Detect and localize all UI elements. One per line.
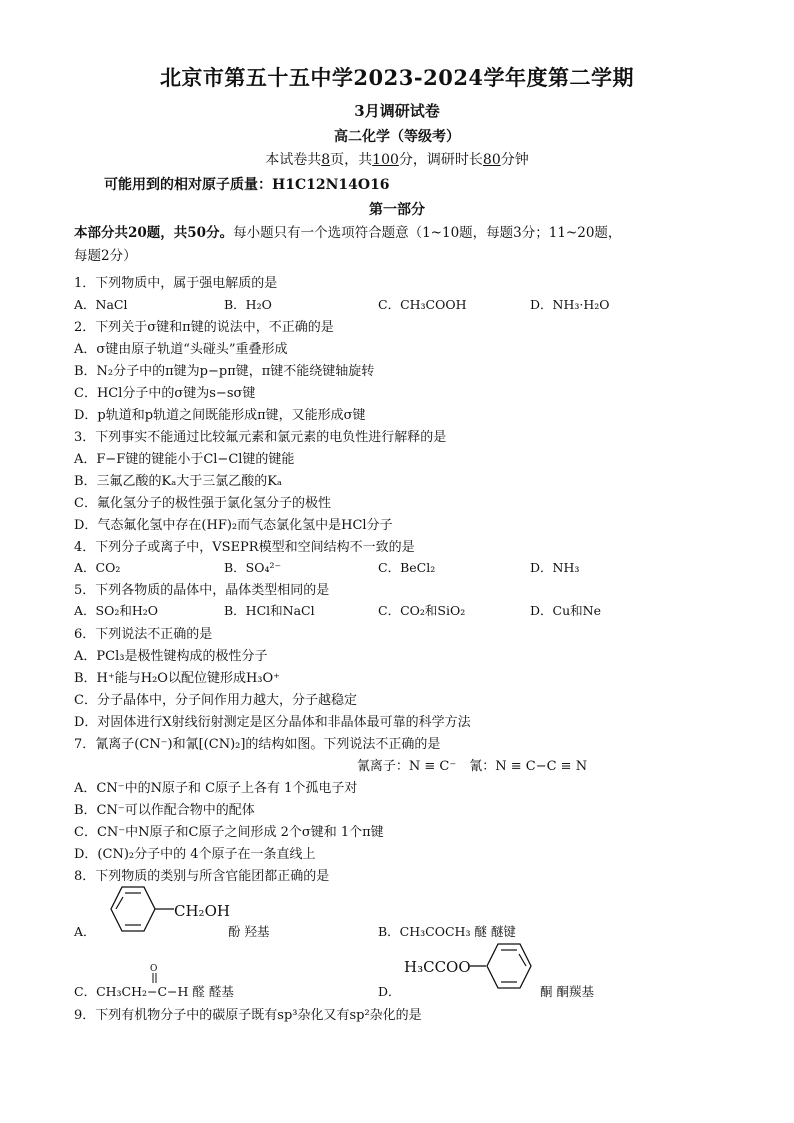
q8-option-b[interactable]: B．CH₃COCH₃ 醚 醚键 bbox=[378, 924, 516, 939]
q7-stem: 7．氰离子(CN⁻)和氰[(CN)₂]的结构如图。下列说法不正确的是 bbox=[74, 737, 441, 752]
q4-option-c[interactable]: C．BeCl₂ bbox=[378, 560, 436, 575]
q3-option-d[interactable]: D．气态氟化氢中存在(HF)₂而气态氯化氢中是HCl分子 bbox=[74, 518, 393, 533]
q9-stem: 9．下列有机物分子中的碳原子既有sp³杂化又有sp²杂化的是 bbox=[74, 1008, 422, 1023]
q3-option-a[interactable]: A．F−F键的键能小于Cl−Cl键的键能 bbox=[74, 452, 295, 467]
q5-stem: 5．下列各物质的晶体中，晶体类型相同的是 bbox=[74, 583, 330, 598]
q5-option-c[interactable]: C．CO₂和SiO₂ bbox=[378, 603, 466, 618]
q2-option-b[interactable]: B．N₂分子中的π键为p−pπ键，π键不能绕键轴旋转 bbox=[74, 364, 375, 379]
q5-option-a[interactable]: A．SO₂和H₂O bbox=[74, 603, 159, 618]
part-intro: 本部分共20题，共50分。每小题只有一个选项符合题意（1~10题，每题3分；11~20题， 每题2分） bbox=[74, 225, 622, 264]
q6-stem: 6．下列说法不正确的是 bbox=[74, 627, 213, 642]
q2-option-a[interactable]: A．σ键由原子轨道“头碰头”重叠形成 bbox=[74, 342, 288, 357]
exam-name: 3月调研试卷 bbox=[354, 102, 440, 120]
part-title: 第一部分 bbox=[369, 202, 425, 218]
q6-option-d[interactable]: D．对固体进行X射线衍射测定是区分晶体和非晶体最可靠的科学方法 bbox=[74, 715, 471, 730]
q2-option-c[interactable]: C．HCl分子中的σ键为s−sσ键 bbox=[74, 386, 256, 401]
q7-structure: 氰离子：N ≡ C⁻ 氰：N ≡ C−C ≡ N bbox=[356, 759, 588, 774]
q5-option-d[interactable]: D．Cu和Ne bbox=[530, 603, 601, 618]
q1-option-d[interactable]: D．NH₃·H₂O bbox=[530, 297, 610, 312]
q6-option-c[interactable]: C．分子晶体中，分子间作用力越大，分子越稳定 bbox=[74, 693, 357, 708]
school-title: 北京市第五十五中学2023-2024学年度第二学期 bbox=[159, 65, 635, 90]
q3-option-c[interactable]: C．氟化氢分子的极性强于氯化氢分子的极性 bbox=[74, 496, 331, 511]
total-score: 100 bbox=[372, 152, 399, 168]
q3-option-b[interactable]: B．三氟乙酸的Kₐ大于三氯乙酸的Kₐ bbox=[74, 474, 283, 489]
q1-stem: 1．下列物质中，属于强电解质的是 bbox=[74, 276, 278, 291]
subject: 高二化学（等级考） bbox=[334, 129, 460, 145]
q8-option-d[interactable]: D． bbox=[378, 984, 401, 999]
q7-option-d[interactable]: D．(CN)₂分子中的 4个原子在一条直线上 bbox=[74, 847, 316, 862]
exam-info: 本试卷共8页，共100分，调研时长80分钟 bbox=[265, 152, 529, 168]
q8-d-group: H₃CCOO bbox=[404, 958, 471, 976]
q5-option-b[interactable]: B．HCl和NaCl bbox=[224, 603, 315, 618]
q1-option-a[interactable]: A．NaCl bbox=[74, 297, 128, 312]
phenyl-ring-icon bbox=[470, 942, 550, 994]
q4-option-d[interactable]: D．NH₃ bbox=[530, 560, 580, 575]
q8-option-c[interactable]: C．CH₃CH₂−C−H 醛 醛基 bbox=[74, 984, 234, 999]
q6-option-a[interactable]: A．PCl₃是极性键构成的极性分子 bbox=[74, 649, 268, 664]
q8-a-group: CH₂OH bbox=[174, 902, 230, 920]
atomic-mass: 可能用到的相对原子质量：H1C12N14O16 bbox=[104, 177, 390, 193]
q3-stem: 3．下列事实不能通过比较氟元素和氯元素的电负性进行解释的是 bbox=[74, 430, 447, 445]
q2-option-d[interactable]: D．p轨道和p轨道之间既能形成π键，又能形成σ键 bbox=[74, 408, 366, 423]
q8-c-oxygen: O bbox=[150, 964, 158, 974]
q7-option-a[interactable]: A．CN⁻中的N原子和 C原子上各有 1个孤电子对 bbox=[74, 781, 358, 796]
page-count: 8 bbox=[321, 152, 331, 168]
q8-stem: 8．下列物质的类别与所含官能团都正确的是 bbox=[74, 869, 330, 884]
q7-option-b[interactable]: B．CN⁻可以作配合物中的配体 bbox=[74, 803, 255, 818]
benzene-ring-icon bbox=[96, 885, 176, 937]
q8-option-a[interactable]: A． bbox=[74, 924, 96, 939]
q7-option-c[interactable]: C．CN⁻中N原子和C原子之间形成 2个σ键和 1个π键 bbox=[74, 825, 384, 840]
q8-d-text: 酮 酮羰基 bbox=[540, 984, 594, 999]
q4-option-a[interactable]: A．CO₂ bbox=[74, 560, 121, 575]
q6-option-b[interactable]: B．H⁺能与H₂O以配位键形成H₃O⁺ bbox=[74, 671, 281, 686]
q8-a-text: 酚 羟基 bbox=[228, 924, 270, 939]
q4-stem: 4．下列分子或离子中，VSEPR模型和空间结构不一致的是 bbox=[74, 540, 415, 555]
q2-stem: 2．下列关于σ键和π键的说法中，不正确的是 bbox=[74, 320, 334, 335]
q1-option-b[interactable]: B．H₂O bbox=[224, 297, 272, 312]
q1-option-c[interactable]: C．CH₃COOH bbox=[378, 297, 467, 312]
duration: 80 bbox=[482, 152, 501, 168]
q4-option-b[interactable]: B．SO₄²⁻ bbox=[224, 560, 282, 575]
